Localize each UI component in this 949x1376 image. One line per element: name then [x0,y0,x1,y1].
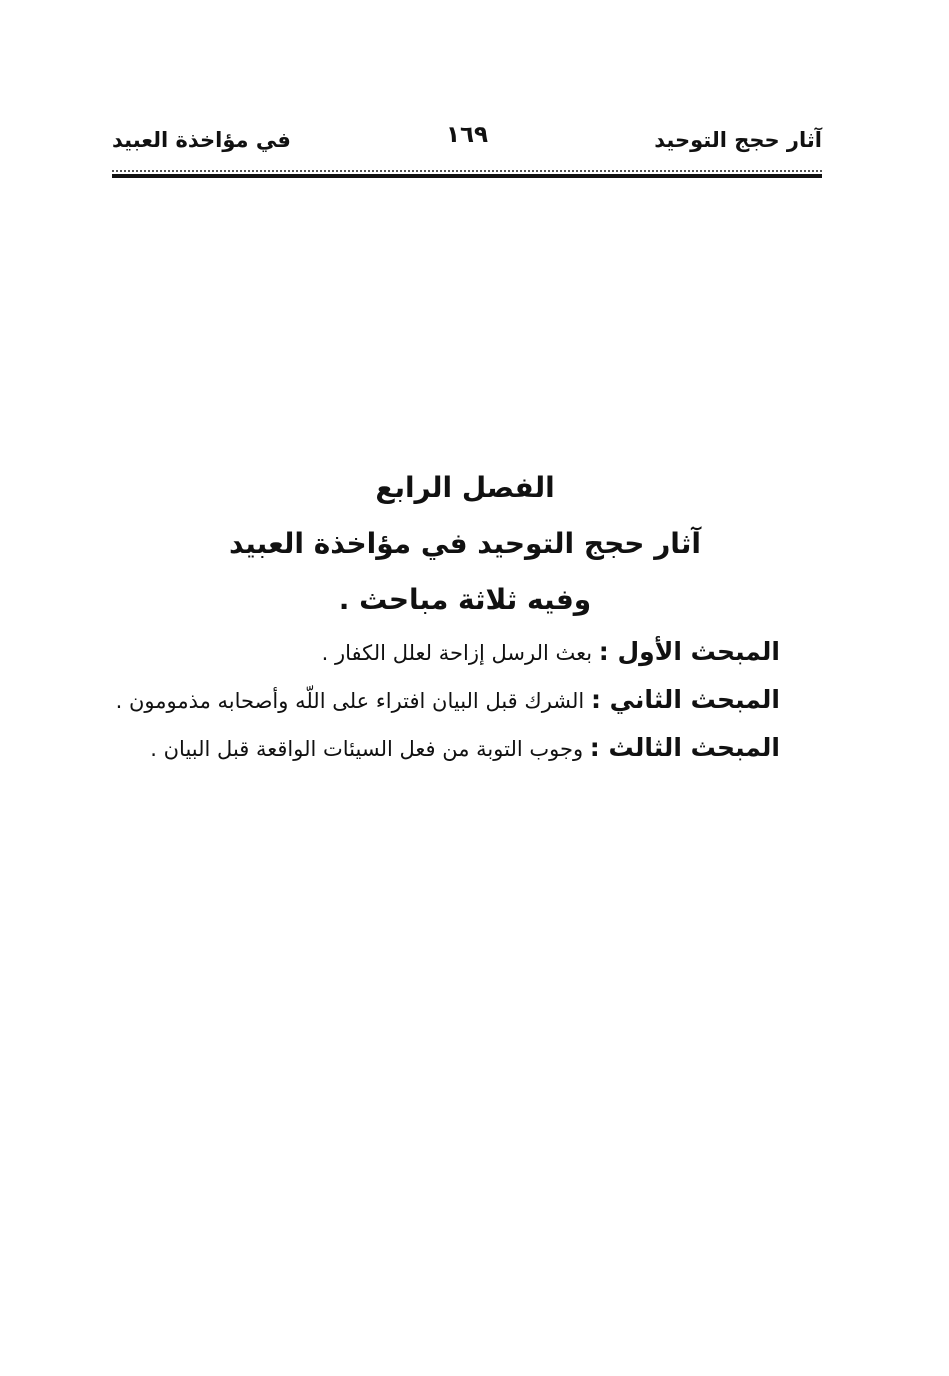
topic-text: الشرك قبل البيان افتراء على اللّه وأصحابه مذمومون . [115,689,585,713]
chapter-number: الفصل الرابع [375,471,555,504]
chapter-block [115,470,780,782]
header-solid-rule [112,174,822,178]
running-header [112,120,822,164]
chapter-intro: وفيه ثلاثة مباحث . [338,583,592,616]
topic-item-first [150,638,780,667]
topic-item-second [115,685,780,715]
topic-label: المبحث الأول : [598,637,780,666]
topic-text: وجوب التوبة من فعل السيئات الواقعة قبل البيان . [150,737,584,761]
header-dotted-rule [112,170,822,172]
topic-item-third [150,734,780,763]
chapter-title: آثار حجج التوحيد في مؤاخذة العبيد [229,527,701,560]
header-book-title: آثار حجج التوحيد [654,128,822,152]
topic-label: المبحث الثالث : [589,733,780,762]
topic-label: المبحث الثاني : [590,685,780,714]
topic-text: بعث الرسل إزاحة لعلل الكفار . [321,641,593,665]
header-section-title: في مؤاخذة العبيد [112,128,291,152]
page-number: ١٦٩ [445,122,489,148]
